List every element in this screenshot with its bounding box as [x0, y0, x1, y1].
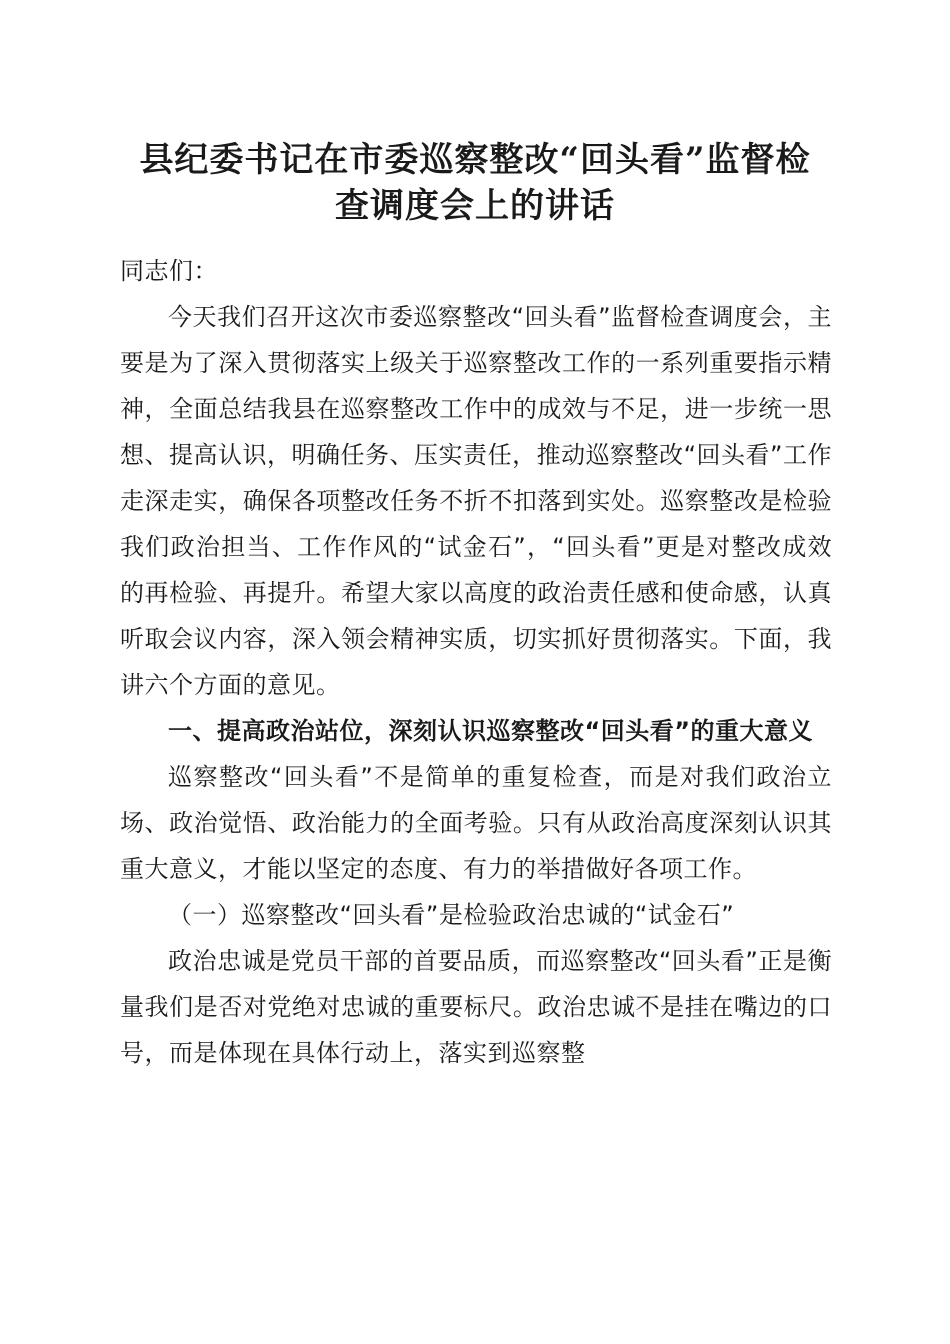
document-title-line-2: 查调度会上的讲话: [335, 186, 615, 226]
salutation: 同志们：: [120, 257, 218, 285]
document-body: [120, 248, 832, 1076]
subsection-1-paragraph: 政治忠诚是党员干部的首要品质，而巡察整改“回头看”正是衡量我们是否对党绝对忠诚的重要标尺。政治忠诚不是挂在嘴边的口号，而是体现在具体行动上，落实到巡察整: [120, 947, 832, 1067]
section-1-paragraph: 巡察整改“回头看”不是简单的重复检查，而是对我们政治立场、政治觉悟、政治能力的全面考验。只有从政治高度深刻认识其重大意义，才能以坚定的态度、有力的举措做好各项工作。: [120, 763, 832, 883]
document-title-line-1: 县纪委书记在市委巡察整改“回头看”监督检: [139, 140, 811, 180]
intro-paragraph: 今天我们召开这次市委巡察整改“回头看”监督检查调度会，主要是为了深入贯彻落实上级关于巡察整改工作的一系列重要指示精神，全面总结我县在巡察整改工作中的成效与不足，进一步统一思想、提高认识，明确任务、压实责任，推动巡察整改“回头看”工作走深走实，确保各项整改任务不折不扣落到实处。巡察整改是检验我们政治担当、工作作风的“试金石”，“回头看”更是对整改成效的再检验、再提升。希望大家以高度的政治责任感和使命感，认真听取会议内容，深入领会精神实质，切实抓好贯彻落实。下面，我讲六个方面的意见。: [120, 303, 832, 699]
section-1-heading: 一、提高政治站位，深刻认识巡察整改“回头看”的重大意义: [168, 717, 814, 745]
subsection-1-heading: （一）巡察整改“回头看”是检验政治忠诚的“试金石”: [168, 901, 735, 929]
